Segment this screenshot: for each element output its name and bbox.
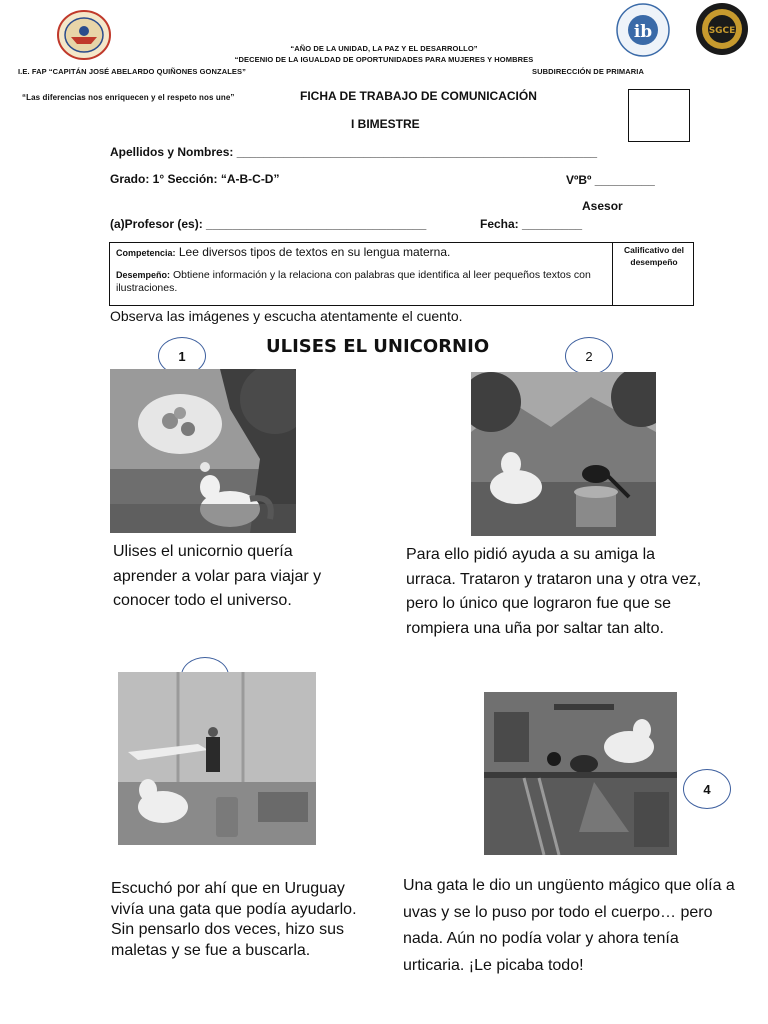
grade-box [628,89,690,142]
instruction: Observa las imágenes y escucha atentamente el cuento. [110,308,463,324]
school-slogan: “Las diferencias nos enriquecen y el respeto nos une” [22,93,235,102]
teacher-field[interactable]: (a)Profesor (es): _________________________________ [110,217,427,231]
school-logo [57,10,111,60]
competency-divider [612,243,613,305]
vobo-field[interactable]: VºBº _________ [566,173,655,187]
advisor-label: Asesor [582,199,623,213]
illustration-3-airport [118,672,316,845]
worksheet-title: FICHA DE TRABAJO DE COMUNICACIÓN [300,89,537,103]
story-text-2: Para ello pidió ayuda a su amiga la urraca. Trataron y trataron una y otra vez, pero lo único que lograron fue que se rompiera una uña por saltar tan alto. [406,546,702,637]
performance-text: Obtiene información y la relaciona con palabras que identifica al leer pequeños textos con ilustraciones. [116,269,591,294]
story-title: ULISES EL UNICORNIO [266,336,490,357]
ib-logo [613,3,673,57]
decade-motto: “DECENIO DE LA IGUALDAD DE OPORTUNIDADES PARA MUJERES Y HOMBRES [234,55,534,64]
year-motto: “AÑO DE LA UNIDAD, LA PAZ Y EL DESARROLLO” [290,44,478,53]
story-text-3: Escuchó por ahí que en Uruguay vivía una gata que podía ayudarlo. Sin pensarlo dos veces, hizo sus maletas y se fue a buscarla. [111,880,357,959]
performance-row [116,269,602,295]
performance-label: Desempeño: [116,270,171,280]
school-name: I.E. FAP “CAPITÁN JOSÉ ABELARDO QUIÑONES GONZALES” [18,67,246,76]
panel-number-4: 4 [683,769,731,809]
term-label: I BIMESTRE [351,117,420,131]
grade-section: Grado: 1° Sección: “A-B-C-D” [110,172,280,186]
grade-column-header: Calificativo del desempeño [624,245,684,267]
panel-number-2: 2 [565,337,613,375]
subdirection: SUBDIRECCIÓN DE PRIMARIA [532,67,644,76]
illustration-2-unicorn-magpie [471,372,656,536]
sgce-logo [695,2,749,56]
competency-text: Lee diversos tipos de textos en su lengua materna. [178,245,451,259]
illustration-1-unicorn-dreaming [110,369,296,533]
date-field[interactable]: Fecha: _________ [480,217,583,231]
story-text-1: Ulises el unicornio quería aprender a volar para viajar y conocer todo el universo. [113,543,322,609]
panel-number-1: 1 [158,337,206,375]
story-text-4: Una gata le dio un ungüento mágico que olía a uvas y se lo puso por todo el cuerpo… pero nada. Aún no podía volar y ahora tenía urticaria. ¡Le picaba todo! [403,877,735,974]
svg-text:SGCE: SGCE [708,26,736,36]
illustration-4-cat-room [484,692,677,855]
competency-label: Competencia: [116,248,176,258]
svg-text:ib: ib [633,22,653,42]
names-field[interactable]: Apellidos y Nombres: ______________________________________________________ [110,145,598,159]
competency-table [109,242,694,306]
competency-row [116,245,606,259]
